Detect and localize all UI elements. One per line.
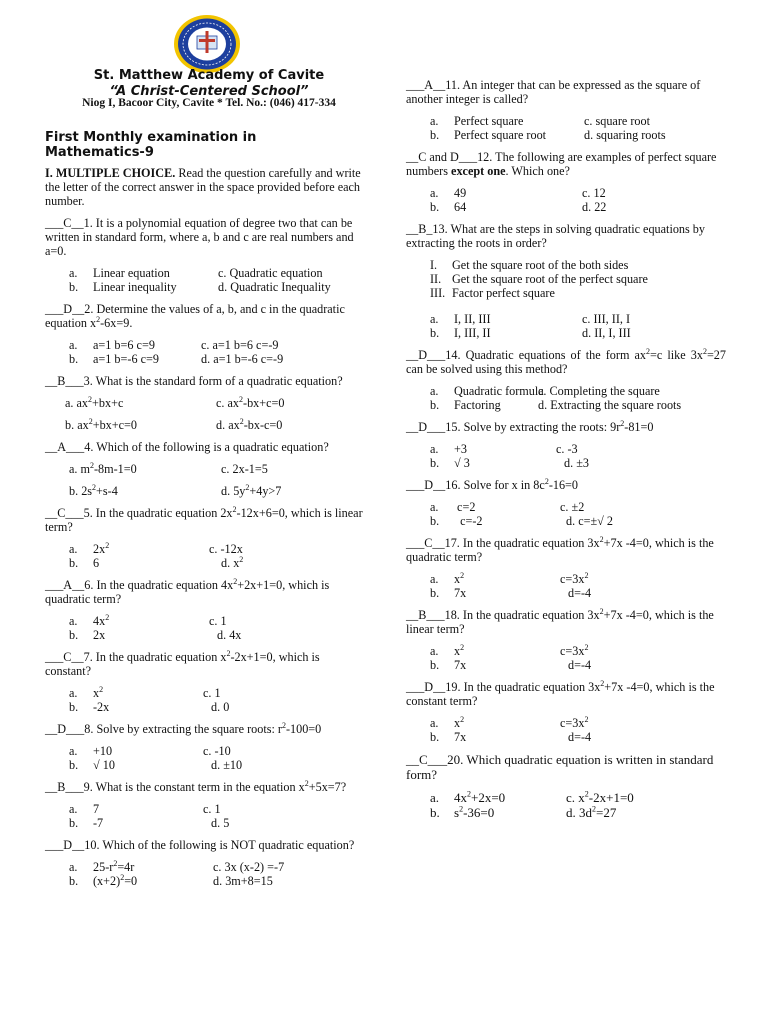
choice-d: d. 22 (582, 200, 607, 214)
exam-title: First Monthly examination in Mathematics-9 (45, 130, 257, 160)
choice-c: $c=3x^2$ (560, 570, 589, 586)
choice-a: a. $25-r^2=4r$ (69, 858, 135, 874)
choice-c: c. 1 (203, 686, 221, 700)
step-2: II. Get the square root of the perfect square (430, 272, 648, 286)
question-14: __D___14. Quadratic equations of the form $ax^2=c$ like $3x^2=27$ can be solved using this method? (406, 346, 726, 376)
choice-c: c. ±2 (560, 500, 585, 514)
question-19: ___D__19. In the quadratic equation $3x^2+7x$ -4=0, which is the constant term? (406, 678, 715, 708)
choices-5 (69, 542, 367, 570)
choice-c: $c=3x^2$ (560, 642, 589, 658)
choice-a: a. $x^2$ (430, 642, 465, 658)
choice-d: d. ±10 (211, 758, 243, 772)
choice-c: c. 2x-1=5 (221, 462, 268, 476)
question-4: __A___4. Which of the following is a quadratic equation? (45, 440, 329, 454)
choice-a: a. $4x^2+2x=0$ (430, 789, 506, 805)
step-1: I. Get the square root of the both sides (430, 258, 629, 272)
instruction-heading: I. MULTIPLE CHOICE. (45, 166, 176, 180)
choice-d: d. squaring roots (584, 128, 666, 142)
choice-d: d. c=±√ 2 (566, 514, 613, 528)
choice-b: b. 7x (430, 658, 467, 672)
choice-d: d. 3m+8=15 (213, 874, 273, 888)
question-16: ___D__16. Solve for x in $8c^2-16=0$ (406, 476, 579, 492)
answer-blank: __B___9. (45, 780, 93, 794)
choices-18 (430, 644, 726, 672)
choices-4 (69, 462, 367, 498)
choice-b: b. 6 (69, 556, 100, 570)
question-5: __C___5. In the quadratic equation $2x^2-12x+6=0$, which is linear term? (45, 504, 363, 534)
choices-16 (430, 500, 726, 528)
left-column (45, 166, 367, 896)
answer-blank: __D___14. (406, 348, 461, 362)
answer-blank: __D___8. (45, 722, 94, 736)
choice-b: b. -7 (69, 816, 104, 830)
choice-c: c. -3 (556, 442, 578, 456)
choice-d: d=-4 (568, 586, 592, 600)
choice-c: c. Completing the square (538, 384, 660, 398)
choice-a: a. $2x^2$ (69, 540, 110, 556)
choice-b: b. $s^2-36=0$ (430, 804, 495, 820)
answer-blank: __B___3. (45, 374, 93, 388)
choice-d: d. $3d^2=27$ (566, 804, 617, 820)
answer-blank: __B_13. (406, 222, 448, 236)
choice-c: c. 1 (203, 802, 221, 816)
question-12: __C and D___12. The following are examples of perfect square numbers except one. Which one? (406, 150, 717, 178)
question-13: __B_13. What are the steps in solving quadratic equations by extracting the roots in order? (406, 222, 705, 250)
choices-13 (430, 312, 726, 340)
choice-c: c. $x^2-2x+1=0$ (566, 789, 634, 805)
choices-1 (69, 266, 367, 294)
school-name: St. Matthew Academy of Cavite (93, 68, 325, 83)
choice-c: c. 1 (209, 614, 227, 628)
answer-blank: ___D__10. (45, 838, 100, 852)
choice-b: b. 7x (430, 586, 467, 600)
answer-blank: ___A__11. (406, 78, 461, 92)
question-9: __B___9. What is the constant term in the equation $x^2+5x=7$? (45, 778, 347, 794)
choice-a: a. 49 (430, 186, 467, 200)
right-column (406, 78, 726, 828)
choice-d: d. a=1 b=-6 c=-9 (201, 352, 284, 366)
choice-b: b. Linear inequality (69, 280, 177, 294)
choice-a: a. $x^2$ (430, 714, 465, 730)
question-1 (45, 216, 367, 258)
choice-c: c. -10 (203, 744, 231, 758)
answer-blank: ___D__19. (406, 680, 461, 694)
answer-blank: ___C__17. (406, 536, 460, 550)
choices-17 (430, 572, 726, 600)
choices-2 (69, 338, 367, 366)
choice-d: d=-4 (568, 658, 592, 672)
choices-15 (430, 442, 726, 470)
answer-blank: __A___4. (45, 440, 94, 454)
answer-blank: ___A__6. (45, 578, 94, 592)
choice-b: b. 2x (69, 628, 106, 642)
answer-blank: ___C__1. (45, 216, 93, 230)
step-3: III. Factor perfect square (430, 286, 555, 300)
choice-b: b. a=1 b=-6 c=9 (69, 352, 159, 366)
question-text: It is a polynomial equation of degree two that can be written in standard form, where a, b and c are real numbers and a=0. (45, 216, 354, 258)
choice-c: c. 3x (x-2) =-7 (213, 860, 285, 874)
choice-a: a. c=2 (430, 500, 476, 514)
answer-blank: ___C__7. (45, 650, 93, 664)
choice-b: b. Factoring (430, 398, 501, 412)
choice-d: d. 0 (211, 700, 230, 714)
answer-blank: __C___20. (406, 752, 464, 767)
school-address: Niog I, Bacoor City, Cavite * Tel. No.: (046) 417-334 (82, 97, 336, 109)
choice-b: b. √ 3 (430, 456, 470, 470)
answer-blank: __C and D___12. (406, 150, 493, 164)
choice-d: d. II, I, III (582, 326, 631, 340)
question-11: ___A__11. An integer that can be expressed as the square of another integer is called? (406, 78, 701, 106)
choices-8 (69, 744, 367, 772)
choice-b: b. $ax^2+bx+c=0$ (65, 416, 138, 432)
question-2: ___D__2. Determine the values of a, b, and c in the quadratic equation $x^2-6x=9$. (45, 302, 345, 330)
choices-3 (65, 396, 367, 432)
choice-a: a. a=1 b=6 c=9 (69, 338, 155, 352)
question-7: ___C__7. In the quadratic equation $x^2-2x+1=0$, which is constant? (45, 648, 320, 678)
school-seal-logo (172, 14, 242, 74)
choice-c: c. Quadratic equation (218, 266, 323, 280)
choices-6 (69, 614, 367, 642)
choice-d: d. $ax^2-bx-c=0$ (216, 416, 283, 432)
choice-a: a. 7 (69, 802, 100, 816)
question-18: __B___18. In the quadratic equation $3x^2+7x$ -4=0, which is the linear term? (406, 606, 714, 636)
choice-a: a. $4x^2$ (69, 612, 110, 628)
choice-b: b. I, III, II (430, 326, 491, 340)
choice-b: b. √ 10 (69, 758, 115, 772)
choice-a: a. Quadratic formula (430, 384, 544, 398)
choices-20 (430, 790, 726, 820)
choice-b: b. $(x+2)^2=0$ (69, 872, 138, 888)
choice-d: d. ±3 (564, 456, 589, 470)
choice-d: d=-4 (568, 730, 592, 744)
question-6: ___A__6. In the quadratic equation $4x^2+2x+1=0$, which is quadratic term? (45, 576, 330, 606)
choices-14 (430, 384, 726, 412)
choice-a: a. Perfect square (430, 114, 524, 128)
choice-a: a. $ax^2+bx+c$ (65, 394, 124, 410)
school-motto: “A Christ-Centered School” (109, 84, 309, 99)
choice-a: a. +10 (69, 744, 113, 758)
instructions (45, 166, 367, 208)
choice-c: c. $ax^2-bx+c=0$ (216, 394, 285, 410)
choices-9 (69, 802, 367, 830)
choice-b: b. Perfect square root (430, 128, 547, 142)
question-20: __C___20. Which quadratic equation is written in standard form? (406, 752, 714, 782)
choice-d: d. 4x (217, 628, 242, 642)
question-8: __D___8. Solve by extracting the square roots: $r^2-100=0$ (45, 720, 322, 736)
choices-7 (69, 686, 367, 714)
answer-blank: __C___5. (45, 506, 93, 520)
choices-10 (69, 860, 367, 888)
choice-a: a. I, II, III (430, 312, 491, 326)
choice-b: b. $2s^2+s-4$ (69, 482, 118, 498)
choice-d: d. $x^2$ (221, 554, 244, 570)
choice-b: b. -2x (69, 700, 110, 714)
question-3: __B___3. What is the standard form of a quadratic equation? (45, 374, 343, 388)
choice-d: d. $5y^2+4y>7$ (221, 482, 282, 498)
answer-blank: __B___18. (406, 608, 460, 622)
instruction-text: Read the question carefully and write the letter of the correct answer in the space provided before each number. (45, 166, 361, 208)
question-17: ___C__17. In the quadratic equation $3x^2+7x$ -4=0, which is the quadratic term? (406, 534, 714, 564)
choice-c: $c=3x^2$ (560, 714, 589, 730)
choices-12 (430, 186, 726, 214)
answer-blank: __D___15. (406, 420, 461, 434)
choice-a: a. +3 (430, 442, 467, 456)
answer-blank: ___D__16. (406, 478, 461, 492)
choice-d: d. Extracting the square roots (538, 398, 682, 412)
choices-11 (430, 114, 726, 142)
choice-a: a. $x^2$ (430, 570, 465, 586)
choice-a: a. Linear equation (69, 266, 170, 280)
choice-d: d. 5 (211, 816, 230, 830)
choice-b: b. 64 (430, 200, 467, 214)
choice-d: d. Quadratic Inequality (218, 280, 331, 294)
choice-b: b. 7x (430, 730, 467, 744)
choice-b: b. c=-2 (430, 514, 483, 528)
choice-c: c. 12 (582, 186, 606, 200)
answer-blank: ___D__2. (45, 302, 94, 316)
choice-a: a. $x^2$ (69, 684, 104, 700)
choice-c: c. -12x (209, 542, 243, 556)
question-10: ___D__10. Which of the following is NOT quadratic equation? (45, 838, 355, 852)
choice-a: a. $m^2-8m-1=0$ (69, 460, 137, 476)
choices-19 (430, 716, 726, 744)
choice-c: c. a=1 b=6 c=-9 (201, 338, 279, 352)
choice-c: c. III, II, I (582, 312, 631, 326)
steps-list (430, 258, 726, 300)
choice-c: c. square root (584, 114, 650, 128)
question-15: __D___15. Solve by extracting the roots: $9r^2-81=0$ (406, 418, 654, 434)
